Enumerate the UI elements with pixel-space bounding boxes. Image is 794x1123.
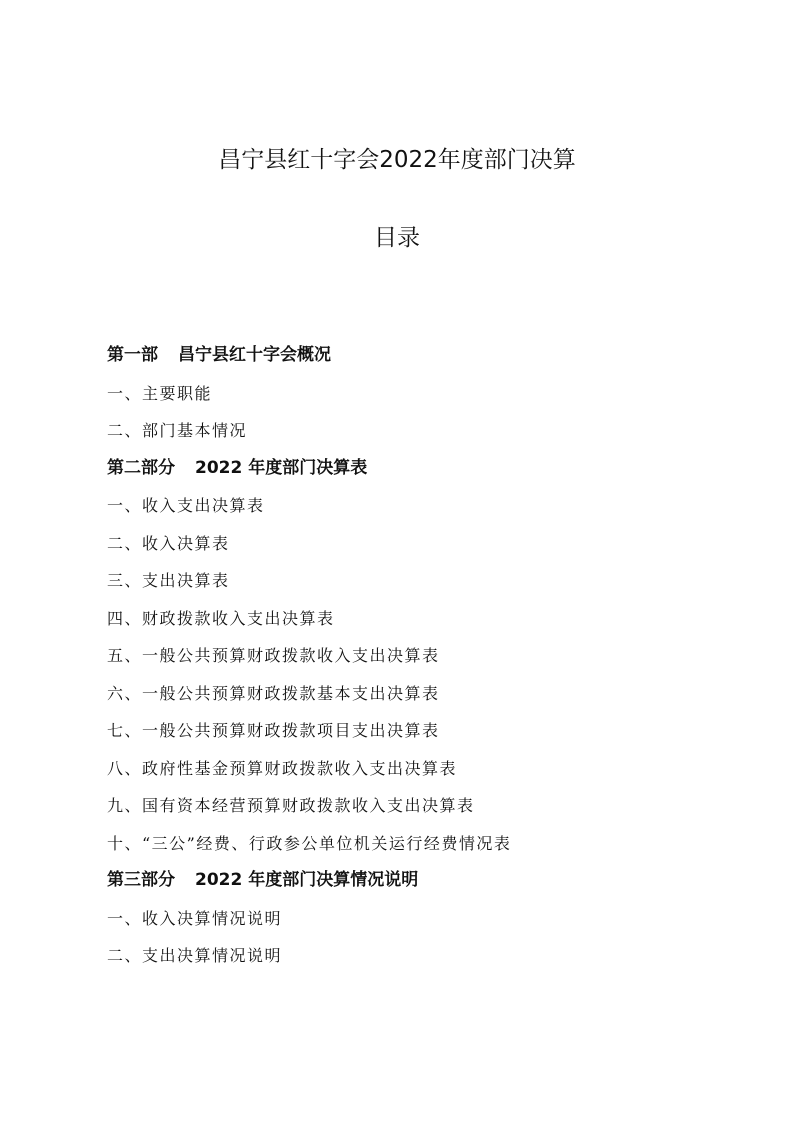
toc-item: 三、支出决算表 bbox=[107, 571, 230, 590]
toc-item: 四、财政拨款收入支出决算表 bbox=[107, 608, 335, 628]
toc-item: 一、收入决算情况说明 bbox=[107, 908, 283, 928]
toc-part-title: 昌宁县红十字会概况 bbox=[178, 345, 331, 365]
toc-part-number: 第三部分 bbox=[107, 870, 175, 890]
toc-item: 十、“三公”经费、行政参公单位机关运行经费情况表 bbox=[107, 833, 512, 853]
toc-item: 一、主要职能 bbox=[107, 383, 213, 403]
toc-part-1 bbox=[107, 337, 727, 375]
toc-item: 九、国有资本经营预算财政拨款收入支出决算表 bbox=[107, 796, 475, 815]
toc-item: 六、一般公共预算财政拨款基本支出决算表 bbox=[107, 683, 440, 703]
toc-part-2 bbox=[107, 450, 727, 488]
document-title: 昌宁县红十字会2022年度部门决算 bbox=[218, 147, 576, 173]
toc-part-title: 2022 年度部门决算表 bbox=[195, 457, 368, 478]
toc-part-title: 2022 年度部门决算情况说明 bbox=[195, 870, 419, 890]
toc-part-number: 第二部分 bbox=[107, 457, 175, 478]
toc-part-number: 第一部 bbox=[107, 345, 158, 365]
toc-item: 二、收入决算表 bbox=[107, 533, 230, 553]
table-of-contents bbox=[107, 337, 727, 975]
toc-item: 一、收入支出决算表 bbox=[107, 496, 265, 515]
toc-item: 八、政府性基金预算财政拨款收入支出决算表 bbox=[107, 758, 458, 778]
toc-item: 七、一般公共预算财政拨款项目支出决算表 bbox=[107, 721, 440, 740]
toc-item: 二、支出决算情况说明 bbox=[107, 946, 283, 965]
toc-part-3 bbox=[107, 862, 727, 900]
toc-item: 二、部门基本情况 bbox=[107, 421, 248, 440]
toc-item: 五、一般公共预算财政拨款收入支出决算表 bbox=[107, 646, 440, 665]
toc-heading: 目录 bbox=[374, 225, 420, 251]
